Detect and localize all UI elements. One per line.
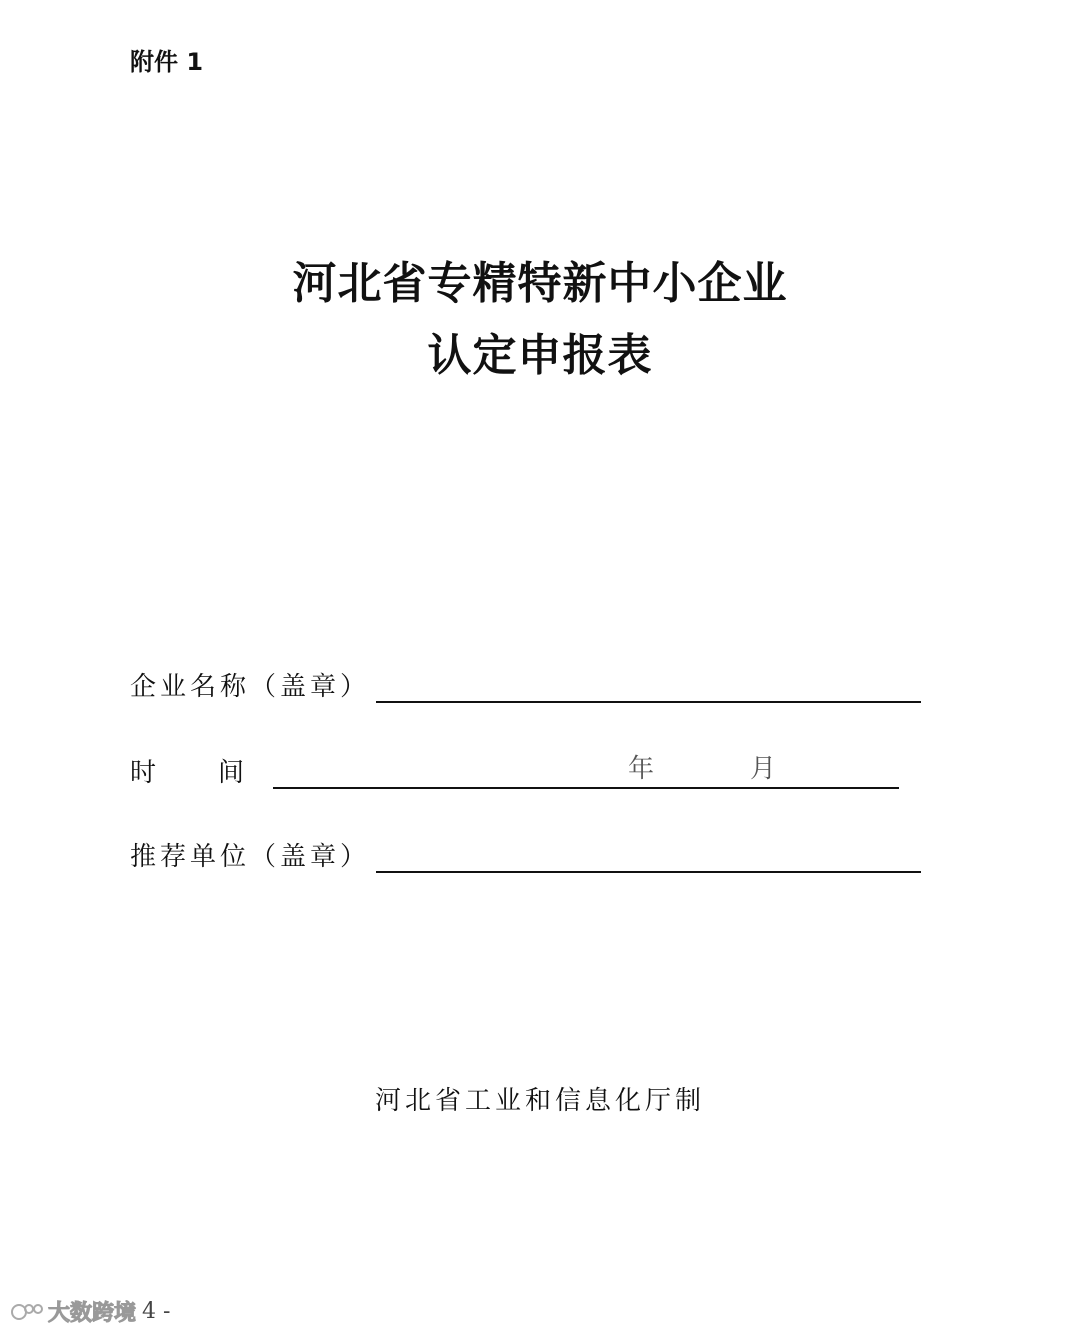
year-label: 年 — [628, 754, 655, 784]
company-name-row — [130, 666, 921, 703]
time-row — [130, 752, 899, 789]
watermark-logo-icon — [10, 1300, 44, 1324]
company-name-field[interactable] — [376, 667, 921, 703]
company-name-label: 企业名称（盖章） — [130, 672, 371, 702]
recommending-unit-field[interactable] — [376, 837, 921, 873]
recommending-unit-row — [130, 836, 921, 873]
title-line-1: 河北省专精特新中小企业 — [292, 258, 788, 309]
recommending-unit-label: 推荐单位（盖章） — [130, 842, 371, 872]
issuer-text: 河北省工业和信息化厅制 — [374, 1086, 705, 1116]
page-number: 4 - — [142, 1299, 171, 1324]
document-title — [0, 248, 1080, 392]
title-line-2: 认定申报表 — [427, 330, 653, 381]
watermark-text: 大数跨境 — [48, 1301, 137, 1326]
month-label: 月 — [750, 754, 777, 784]
time-label-char-2: 间 — [218, 758, 245, 788]
time-field[interactable] — [273, 753, 899, 789]
attachment-label: 附件 1 — [130, 48, 204, 76]
time-label-char-1: 时 — [130, 758, 157, 788]
page-footer — [10, 1296, 170, 1327]
